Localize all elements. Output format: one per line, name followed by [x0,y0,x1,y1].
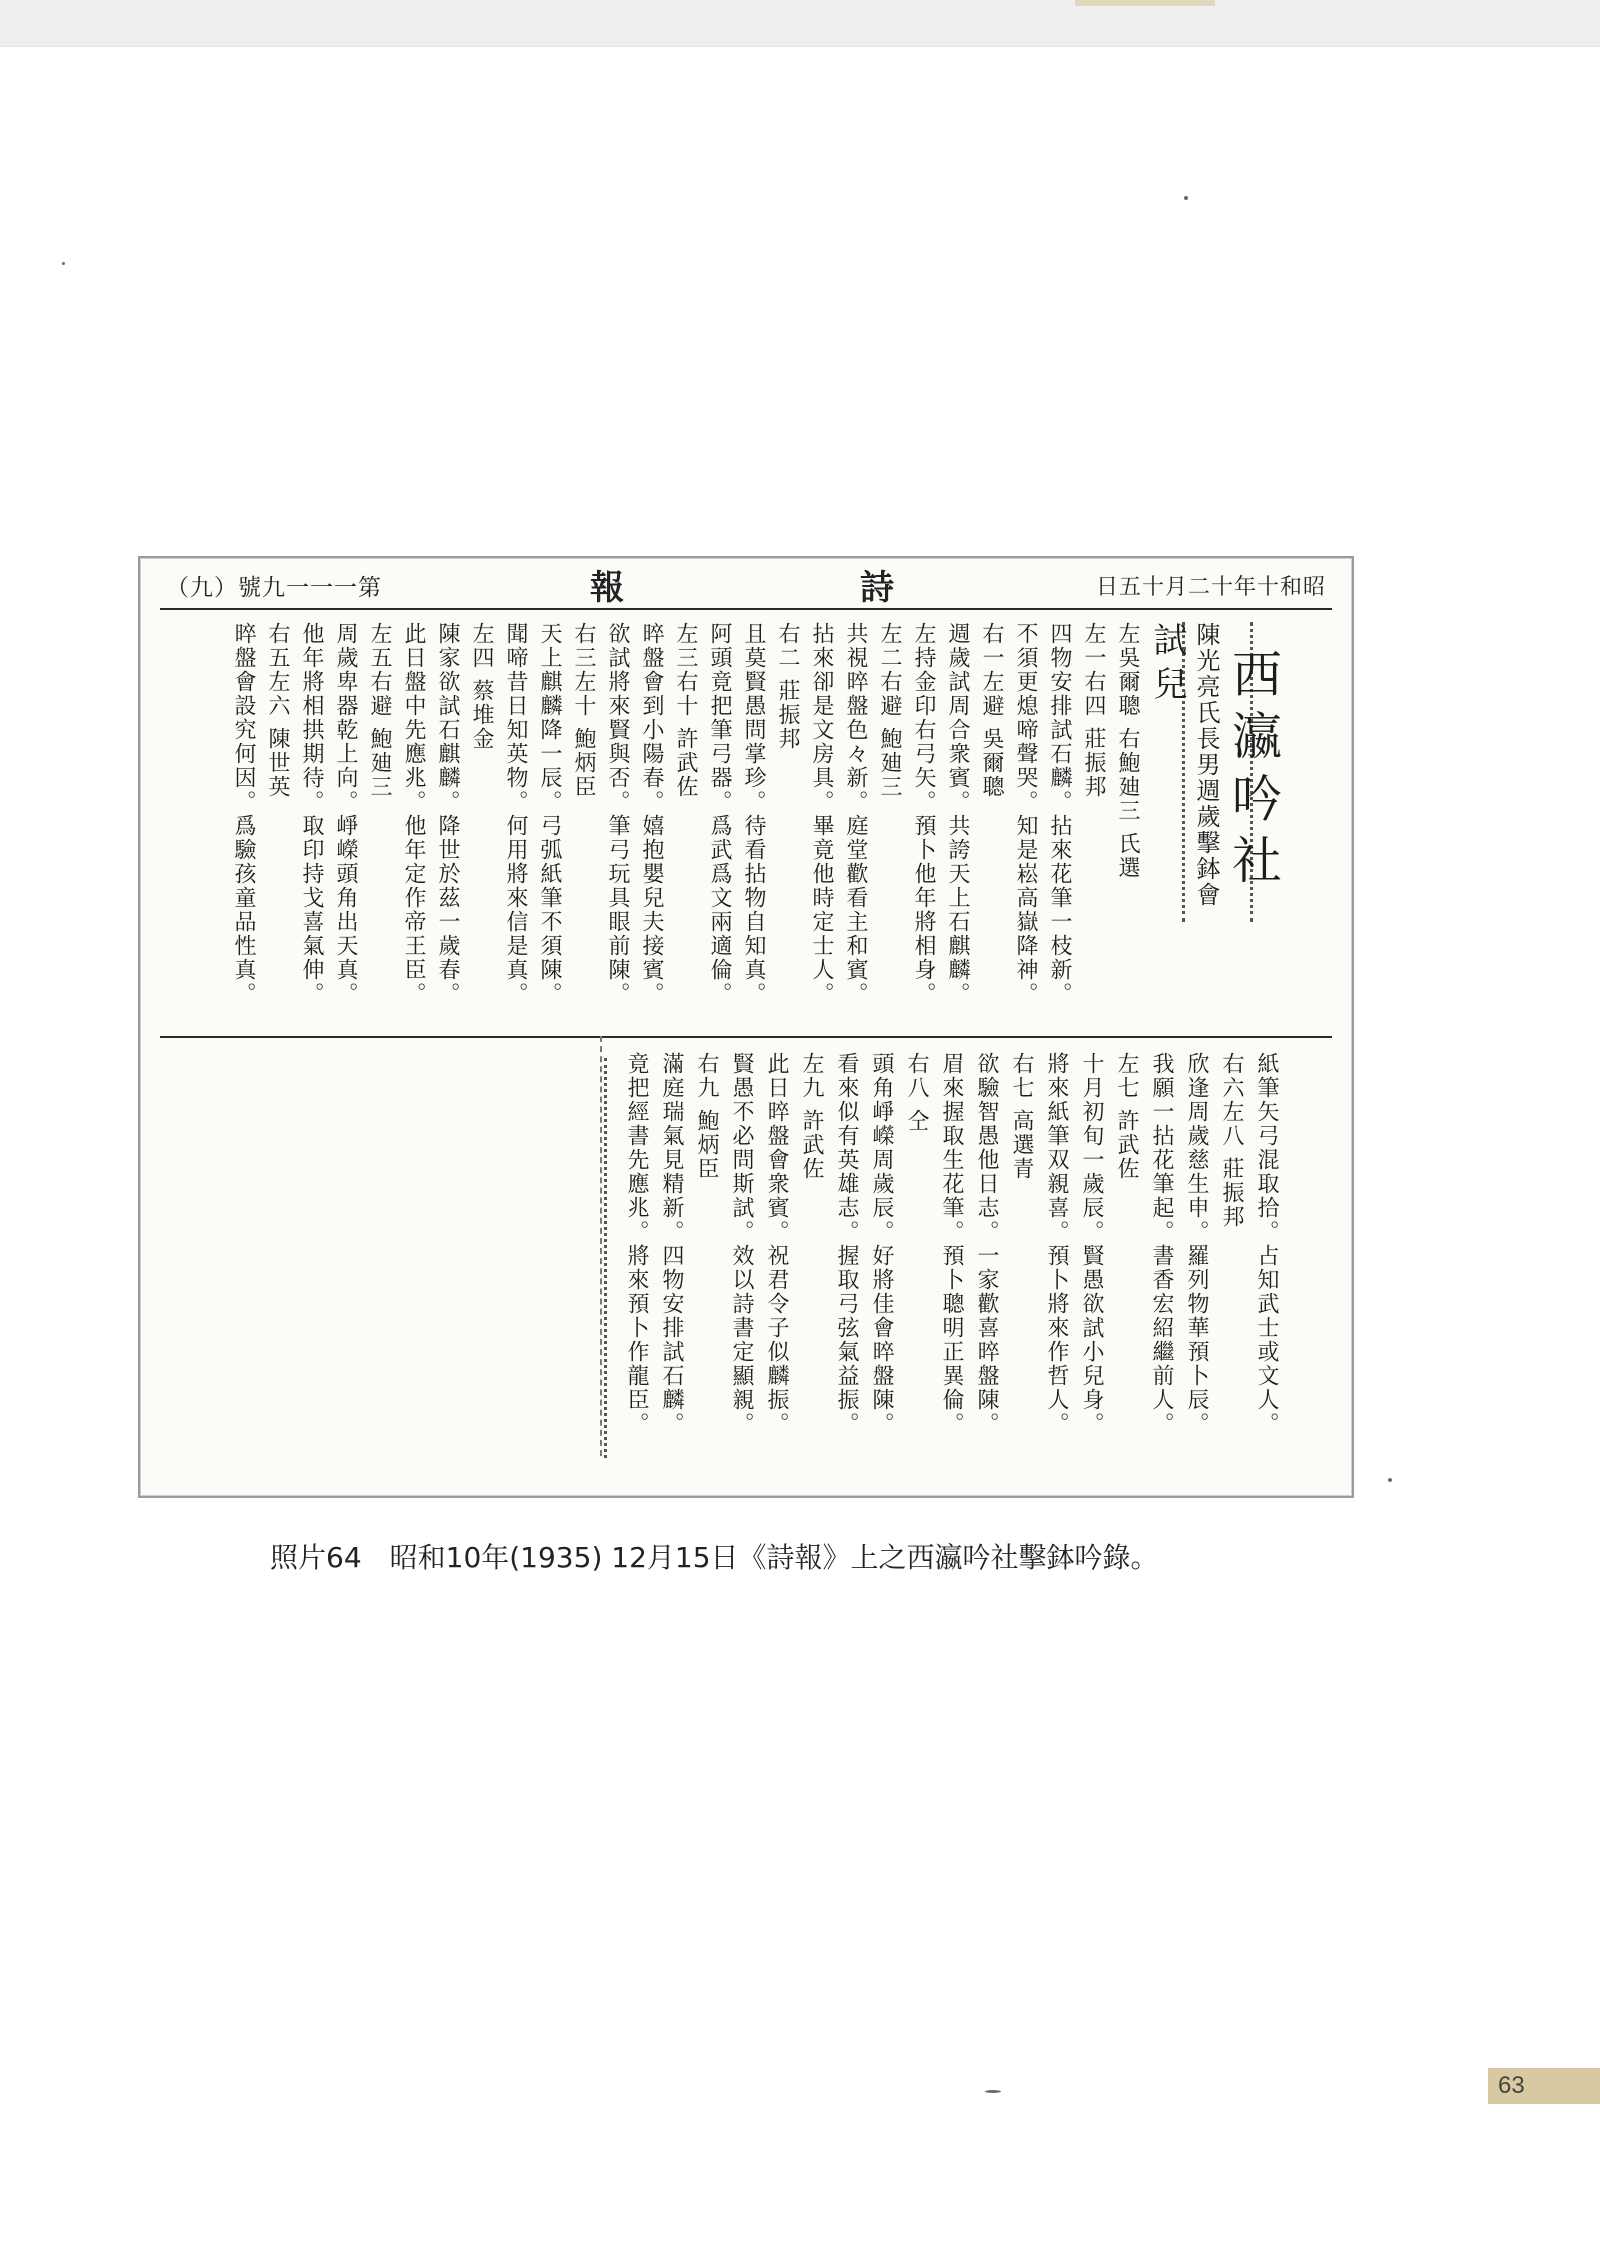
upper-column-29: 晬盤會設究何因。爲驗孩童品性真。 [231,622,256,1006]
lower-column-11: 頭角崢嶸周歲辰。好將佳會晬盤陳。 [869,1052,894,1436]
top-color-mark [1075,0,1215,6]
lower-column-14: 此日晬盤會衆賓。祝君令子似麟振。 [764,1052,789,1436]
lower-column-17: 滿庭瑞氣見精新。四物安排試石麟。 [659,1052,684,1436]
masthead-date: 日五十月二十年十和昭 [1095,575,1326,600]
scan-speck [985,2090,1001,2093]
lower-column-7: 右七 高選青 [1009,1052,1034,1181]
upper-column-0: 西瀛吟社 [1224,648,1282,896]
upper-column-20: 天上麒麟降一辰。弓弧紙筆不須陳。 [537,622,562,1006]
masthead-title-char-1: 報 [590,568,624,608]
upper-column-6: 不須更熄啼聲哭。知是崧高嶽降神。 [1013,622,1038,1006]
lower-column-18: 竟把經書先應兆。將來預卜作龍臣。 [624,1052,649,1436]
upper-column-15: 阿頭竟把筆弓器。爲武爲文兩適倫。 [707,622,732,1006]
lower-column-16: 右九 鮑炳臣 [694,1052,719,1181]
photo-caption: 照片64 昭和10年(1935) 12月15日《詩報》上之西瀛吟社擊鉢吟錄。 [270,1541,1159,1574]
lower-column-9: 眉來握取生花筆。預卜聰明正異倫。 [939,1052,964,1436]
upper-column-3: 左吳爾聰 右鮑廸三 氏選 [1115,622,1140,880]
lower-column-15: 賢愚不必問斯試。效以詩書定顯親。 [729,1052,754,1436]
scan-speck [62,262,65,265]
page-number: 63 [1498,2072,1525,2099]
masthead [160,568,1332,610]
upper-column-1: 陳光亮氏長男週歲擊鉢會 [1192,622,1220,908]
scan-speck [1184,196,1188,200]
upper-column-24: 此日盤中先應兆。他年定作帝王臣。 [401,622,426,1006]
lower-column-1: 右六左八 莊振邦 [1219,1052,1244,1229]
upper-column-7: 右一左避 吳爾聰 [979,622,1004,799]
upper-column-5: 四物安排試石麟。拈來花筆一枝新。 [1047,622,1072,1006]
upper-column-27: 他年將相拱期待。取印持戈喜氣伸。 [299,622,324,1006]
upper-column-28: 右五左六 陳世英 [265,622,290,799]
scan-speck [1388,1478,1392,1482]
lower-column-3: 我願一拈花筆起。書香宏紹繼前人。 [1149,1052,1174,1436]
upper-column-25: 左五右避 鮑廸三 [367,622,392,799]
upper-column-9: 左持金印右弓矢。預卜他年將相身。 [911,622,936,1006]
upper-column-26: 周歲卑器乾上向。崢嶸頭角出天真。 [333,622,358,1006]
lower-column-0: 紙筆矢弓混取拾。占知武士或文人。 [1254,1052,1279,1436]
upper-column-12: 拈來卻是文房具。畢竟他時定士人。 [809,622,834,1006]
lower-column-2: 欣逢周歲慈生申。羅列物華預卜辰。 [1184,1052,1209,1436]
lower-section-divider [600,1036,602,1456]
upper-column-13: 右二 莊振邦 [775,622,800,751]
lower-column-10: 右八 仝 [904,1052,929,1133]
lower-left-rule [604,1058,607,1458]
upper-column-4: 左一右四 莊振邦 [1081,622,1106,799]
lower-column-8: 欲驗智愚他日志。一家歡喜晬盤陳。 [974,1052,999,1436]
lower-column-5: 十月初旬一歲辰。賢愚欲試小兒身。 [1079,1052,1104,1436]
newspaper-clipping [138,556,1354,1498]
upper-column-21: 聞啼昔日知英物。何用將來信是真。 [503,622,528,1006]
upper-column-16: 左三右十 許武佐 [673,622,698,799]
upper-column-10: 左二右避 鮑廸三 [877,622,902,799]
lower-column-12: 看來似有英雄志。握取弓弦氣益振。 [834,1052,859,1436]
upper-column-23: 陳家欲試石麒麟。降世於茲一歲春。 [435,622,460,1006]
upper-column-14: 且莫賢愚問掌珍。待看拈物自知真。 [741,622,766,1006]
upper-column-19: 右三左十 鮑炳臣 [571,622,596,799]
upper-column-17: 晬盤會到小陽春。嬉抱嬰兒夫接賓。 [639,622,664,1006]
lower-column-6: 將來紙筆双親喜。預卜將來作哲人。 [1044,1052,1069,1436]
upper-column-11: 共視晬盤色々新。庭堂歡看主和賓。 [843,622,868,1006]
page-top-band [0,0,1600,47]
upper-column-22: 左四 蔡堆金 [469,622,494,751]
masthead-issue-number: （九）號九一一一第 [166,575,382,601]
upper-column-2: 試兒 [1147,622,1187,710]
upper-column-18: 欲試將來賢與否。筆弓玩具眼前陳。 [605,622,630,1006]
section-divider [160,1036,1332,1038]
masthead-title-char-2: 詩 [860,568,894,608]
lower-column-13: 左九 許武佐 [799,1052,824,1181]
lower-column-4: 左七 許武佐 [1114,1052,1139,1181]
upper-column-8: 週歲試周合衆賓。共誇天上石麒麟。 [945,622,970,1006]
